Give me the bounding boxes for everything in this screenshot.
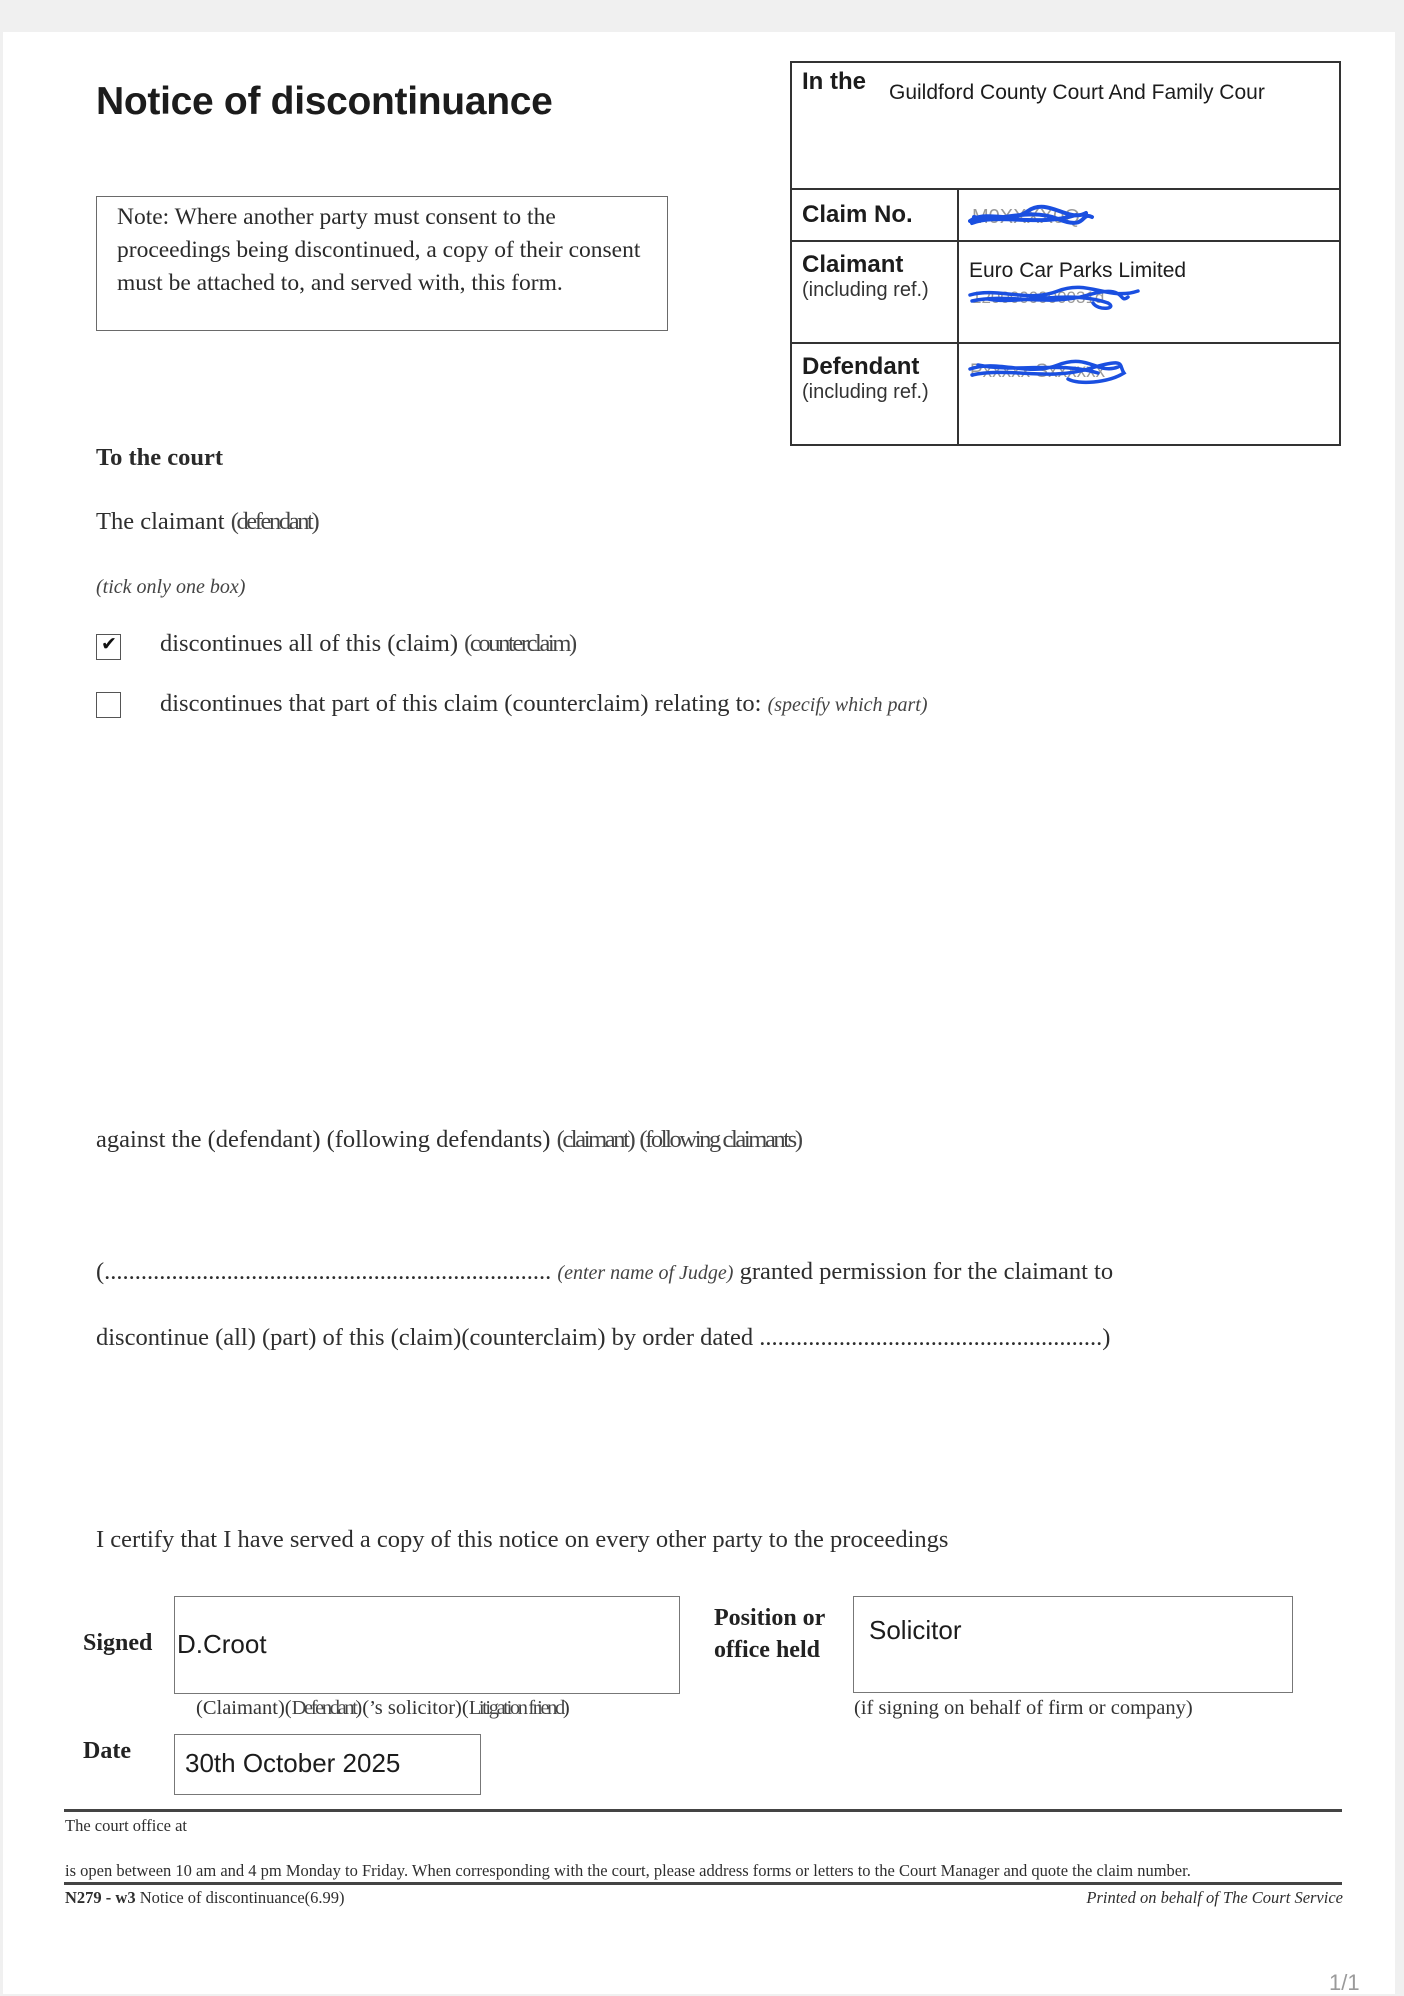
form-name: Notice of discontinuance(6.99) (135, 1888, 345, 1907)
signature-value: D.Croot (177, 1629, 267, 1659)
date-value: 30th October 2025 (185, 1748, 401, 1778)
struck-role-litigation-friend: Litigation friend (468, 1697, 563, 1719)
court-name-field[interactable]: Guildford County Court And Family Cour (889, 81, 1265, 104)
position-label-line-1: Position or (714, 1605, 826, 1631)
specify-part-hint: (specify which part) (767, 694, 928, 716)
order-dated-line: discontinue (all) (part) of this (claim)(counterclaim) by order dated ........................................................) (96, 1324, 1111, 1351)
defendant-name-field[interactable] (968, 355, 1128, 387)
struck-claimant-text: (claimant) (556, 1126, 634, 1153)
svg-text:Pxxxxx Sxxxxxx: Pxxxxx Sxxxxxx (970, 361, 1106, 382)
defendant-label: Defendant (802, 353, 920, 380)
against-line (96, 1126, 801, 1154)
table-divider (792, 342, 1339, 344)
svg-text:1200000000031d: 1200000000031d (972, 288, 1105, 307)
defendant-sublabel: (including ref.) (802, 381, 929, 403)
court-office-text: The court office at (65, 1816, 188, 1835)
judge-name-dotted-field[interactable]: (......................................................................... (96, 1258, 558, 1285)
permission-text: granted permission for the claimant to (733, 1258, 1114, 1285)
role-solicitor: )(’s solicitor)( (355, 1697, 469, 1719)
judge-permission-line (96, 1258, 1113, 1286)
position-field[interactable] (853, 1596, 1293, 1693)
party-line-prefix: The claimant (96, 508, 231, 535)
date-field[interactable] (174, 1734, 481, 1795)
case-details-table (790, 61, 1341, 446)
against-text: against the (defendant) (following defendants) (96, 1126, 557, 1153)
in-the-label: In the (802, 68, 866, 95)
table-column-divider (957, 188, 959, 444)
signed-label: Signed (83, 1630, 153, 1656)
checkmark-icon: ✔ (101, 633, 117, 655)
footer-bottom-rule (64, 1882, 1342, 1885)
role-claimant: (Claimant)( (196, 1697, 292, 1719)
footer-top-rule (64, 1809, 1342, 1812)
tick-instruction: (tick only one box) (96, 576, 246, 598)
struck-following-claimants-text: (following claimants) (639, 1126, 801, 1153)
discontinue-part-checkbox[interactable] (96, 692, 121, 718)
opening-hours-text: is open between 10 am and 4 pm Monday to Friday. When corresponding with the court, please address forms or letters to the Court Manager and quote the claim number. (65, 1861, 1191, 1880)
signatory-role-caption (196, 1697, 570, 1720)
form-code: N279 - w3 (65, 1888, 136, 1907)
redaction-scribble-icon (968, 355, 1128, 387)
party-line (96, 508, 317, 536)
consent-note-box: Note: Where another party must consent to the proceedings being discontinued, a copy of their consent must be attached to, and served with, this form. (96, 196, 668, 331)
option-text: discontinues all of this (claim) (160, 630, 465, 657)
struck-defendant-text: (defendant) (230, 508, 318, 535)
redaction-scribble-icon (968, 285, 1143, 313)
to-the-court-heading: To the court (96, 444, 224, 471)
claimant-ref-field[interactable] (968, 285, 1143, 313)
option-text: discontinues that part of this claim (counterclaim) relating to: (160, 690, 768, 717)
option-discontinue-part (160, 690, 928, 718)
claimant-label: Claimant (802, 251, 904, 278)
signature-field[interactable] (174, 1596, 680, 1694)
role-close: ) (562, 1697, 570, 1719)
claimant-name-field[interactable]: Euro Car Parks Limited (969, 259, 1187, 282)
position-label (714, 1602, 825, 1666)
claim-no-field[interactable] (968, 203, 1103, 229)
discontinue-all-checkbox[interactable] (96, 634, 121, 660)
judge-name-hint: (enter name of Judge) (557, 1262, 734, 1284)
struck-counterclaim-text: (counterclaim) (464, 630, 575, 657)
redaction-scribble-icon (968, 203, 1103, 229)
position-label-line-2: office held (714, 1637, 820, 1663)
printed-by-text: Printed on behalf of The Court Service (1086, 1888, 1343, 1907)
page-indicator: 1/1 (1329, 1970, 1360, 1995)
page-title: Notice of discontinuance (96, 80, 553, 123)
table-divider (792, 188, 1339, 190)
claimant-sublabel: (including ref.) (802, 279, 929, 301)
date-label: Date (83, 1738, 131, 1764)
option-discontinue-all (160, 630, 575, 658)
svg-text:M0XXXX0Q: M0XXXX0Q (972, 206, 1080, 228)
position-caption: (if signing on behalf of firm or company) (854, 1697, 1193, 1719)
certify-statement: I certify that I have served a copy of this notice on every other party to the proceedings (96, 1526, 949, 1553)
document-page (3, 32, 1395, 1994)
struck-role-defendant: Defendant (291, 1697, 356, 1719)
position-value: Solicitor (869, 1615, 962, 1645)
table-divider (792, 240, 1339, 242)
claim-no-label: Claim No. (802, 201, 913, 228)
form-reference (65, 1888, 345, 1908)
